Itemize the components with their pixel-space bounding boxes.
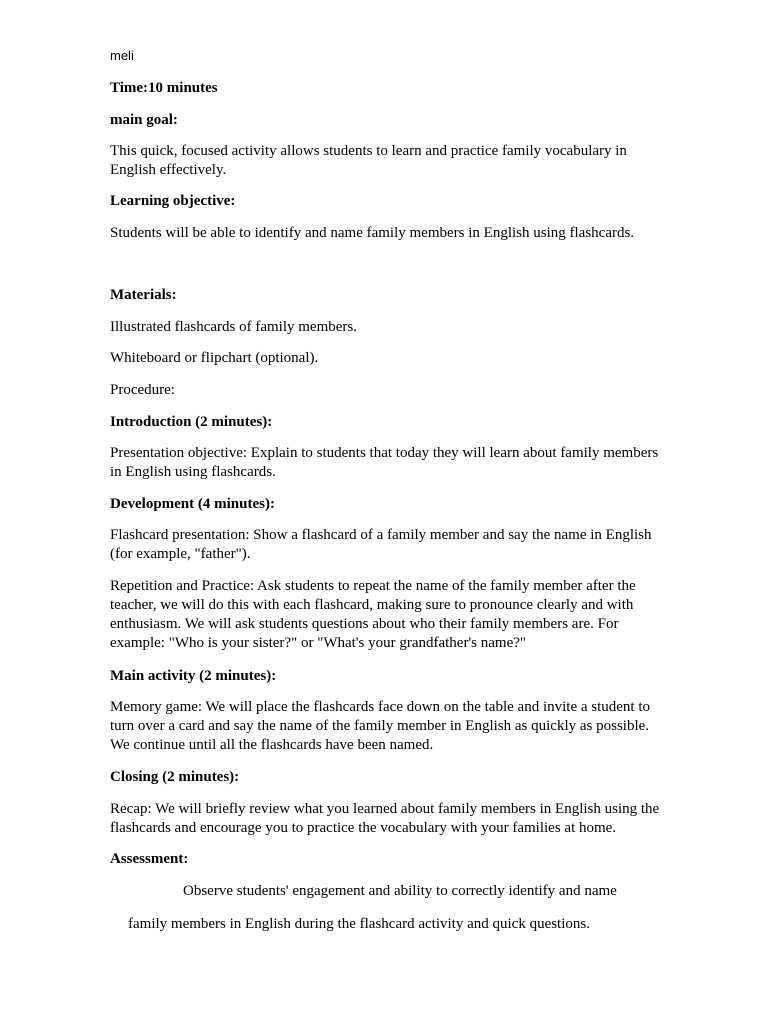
learning-objective-heading: Learning objective: bbox=[110, 193, 236, 209]
main-goal-heading: main goal: bbox=[110, 112, 178, 128]
learning-objective-text: Students will be able to identify and name family members in English using flashcards. bbox=[110, 225, 635, 241]
introduction-heading: Introduction (2 minutes): bbox=[110, 414, 273, 430]
time-heading: Time:10 minutes bbox=[110, 80, 218, 96]
development-text-2: Repetition and Practice: Ask students to repeat the name of the family member after the teacher, we will do this with each flashcard, making sure to pronounce clearly and with enthusiasm. We will ask students questions about who their family members are. For example: "Who is your sister?" or "What's your grandfather's name?" bbox=[110, 578, 636, 651]
assessment-line-2: family members in English during the flashcard activity and quick questions. bbox=[128, 916, 590, 932]
closing-heading: Closing (2 minutes): bbox=[110, 769, 240, 785]
introduction-text: Presentation objective: Explain to students that today they will learn about family members in English using flashcards. bbox=[110, 445, 659, 480]
materials-item-2: Whiteboard or flipchart (optional). bbox=[110, 350, 319, 366]
development-text-1: Flashcard presentation: Show a flashcard of a family member and say the name in English (for example, "father"). bbox=[110, 527, 652, 562]
materials-item-1: Illustrated flashcards of family members. bbox=[110, 319, 358, 335]
main-activity-heading: Main activity (2 minutes): bbox=[110, 668, 277, 684]
development-heading: Development (4 minutes): bbox=[110, 496, 275, 512]
main-goal-text: This quick, focused activity allows students to learn and practice family vocabulary in English effectively. bbox=[110, 143, 627, 178]
assessment-line-1: Observe students' engagement and ability to correctly identify and name bbox=[183, 883, 617, 899]
procedure-label: Procedure: bbox=[110, 382, 175, 398]
assessment-heading: Assessment: bbox=[110, 851, 189, 867]
materials-heading: Materials: bbox=[110, 287, 177, 303]
closing-text: Recap: We will briefly review what you learned about family members in English using the flashcards and encourage you to practice the vocabulary with your families at home. bbox=[110, 801, 660, 836]
author-name: meli bbox=[110, 48, 134, 63]
main-activity-text: Memory game: We will place the flashcards face down on the table and invite a student to turn over a card and say the name of the family member in English as quickly as possible. We continue until all the flashcards have been named. bbox=[110, 699, 651, 753]
